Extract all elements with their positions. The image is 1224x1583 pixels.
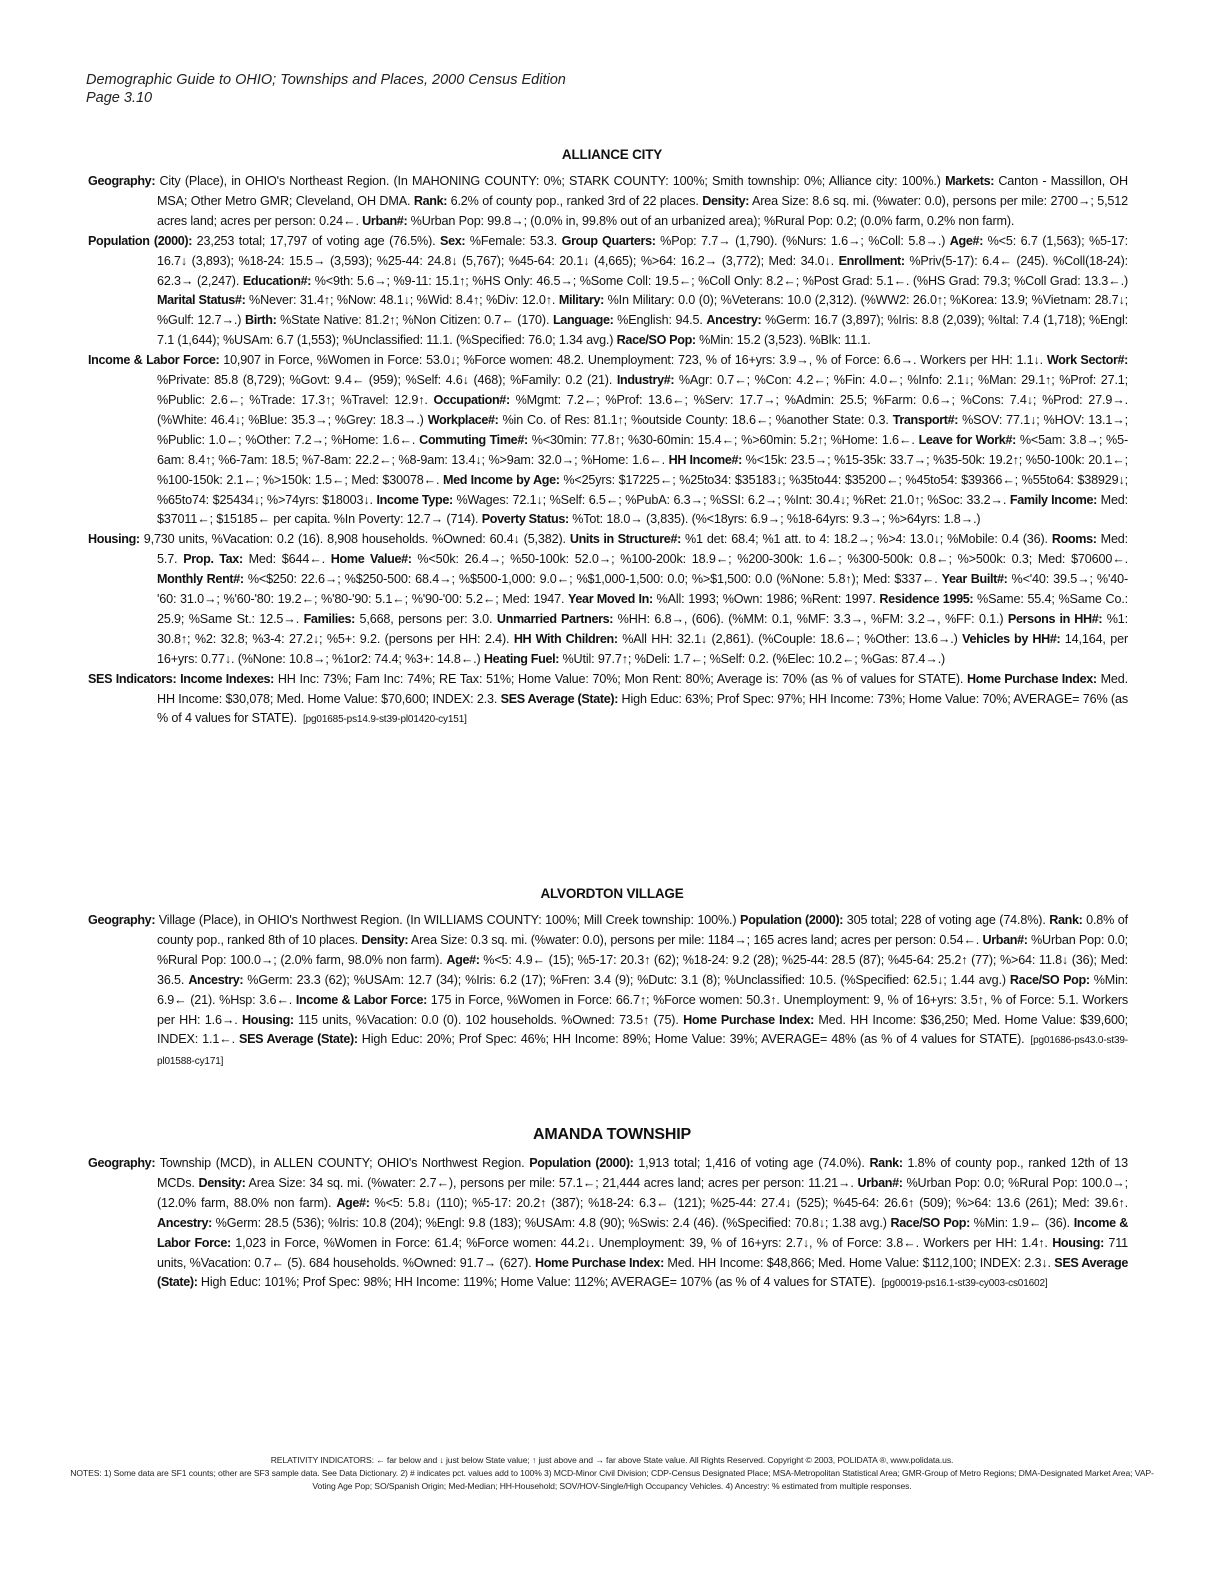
field-label: SES Average (State): — [239, 1032, 358, 1047]
field-label: Population (2000): — [88, 233, 193, 248]
field-label: Med Income by Age: — [443, 472, 560, 487]
field-label: Ancestry: — [188, 972, 244, 987]
field-value: %All HH: 32.1↓ (2,861). (%Couple: 18.6←; %Other: 13.6→.) — [617, 631, 963, 646]
field-value: %Private: 85.8 (8,729); %Govt: 9.4← (959); %Self: 4.6↓ (468); %Family: 0.2 (21). — [157, 373, 617, 388]
field-label: SES Average (State): — [157, 1255, 1129, 1290]
field-label: Rank: — [413, 193, 448, 208]
field-value: %Mgmt: 7.2←; %Prof: 13.6←; %Serv: 17.7→; %Admin: 25.5; %Farm: 0.6→; %Cons: 7.4↓; %Prod: 27.9→. (%White: 46.4↓; %Blue: 35.3→; %Grey: 18.3→.) — [157, 392, 1128, 427]
field-label: Ancestry: — [157, 1215, 212, 1230]
field-value: High Educ: 63%; Prof Spec: 97%; HH Income: 73%; Home Value: 70%; AVERAGE= 76% (as % of 4 values for STATE). — [157, 691, 1128, 726]
field-value: %<$250: 22.6→; %$250-500: 68.4→; %$500-1,000: 9.0←; %$1,000-1,500: 0.0; %>$1,500: 0.0 (%None: 5.8↑); Med: $337←. — [243, 572, 942, 587]
field-label: Year Built#: — [941, 572, 1008, 587]
field-label: Age#: — [336, 1195, 370, 1210]
field-value: 175 in Force, %Women in Force: 66.7↑; %Force women: 50.3↑. Unemployment: 9, % of 16+yrs: 3.5↑, % of Force: 5.1. Workers per HH: 1.6→. — [157, 992, 1129, 1027]
field-label: Rank: — [869, 1156, 903, 1170]
field-label: Enrollment: — [838, 253, 905, 268]
field-value: %<15k: 23.5→; %15-35k: 33.7→; %35-50k: 19.2↑; %50-100k: 20.1←; %100-150k: 2.1←; %>150k: 1.5←; Med: $30078←. — [157, 452, 1128, 487]
field-value: 1,023 in Force, %Women in Force: 61.4; %Force women: 44.2↓. Unemployment: 39, % of 16+yrs: 2.7↓, % of Force: 3.8←. Workers per HH: 1.4↑. — [230, 1235, 1053, 1250]
field-label: Marital Status#: — [157, 293, 246, 308]
field-label: Markets: — [945, 174, 995, 188]
field-label: Workplace#: — [427, 412, 499, 427]
field-value: %Pop: 7.7→ (1,790). (%Nurs: 1.6→; %Coll: 5.8→.) — [655, 233, 950, 248]
field-value: %Germ: 28.5 (536); %Iris: 10.8 (204); %Engl: 9.8 (183); %USAm: 4.8 (90); %Swis: 2.4 (46). (%Specified: 70.8↓; 1.38 avg.) — [211, 1215, 891, 1230]
field-label: Birth: — [244, 313, 277, 328]
field-value: %State Native: 81.2↑; %Non Citizen: 0.7← (170). — [276, 313, 553, 328]
field-value: %Urban Pop: 99.8→; (0.0% in, 99.8% out of an urbanized area); %Rural Pop: 0.2; (0.0% farm, 0.2% non farm). — [407, 213, 1015, 228]
field-label: Age#: — [949, 233, 984, 248]
data-paragraph — [0, 172, 1224, 232]
field-value: 305 total; 228 of voting age (74.8%). — [843, 913, 1050, 927]
field-value: %<30min: 77.8↑; %30-60min: 15.4←; %>60min: 5.2↑; %Home: 1.6←. — [527, 432, 919, 447]
field-label: Military: — [558, 293, 604, 308]
data-paragraph — [0, 670, 1224, 731]
notes: NOTES: 1) Some data are SF1 counts; other are SF3 sample data. See Data Dictionary. 2) # indicates pct. values add to 100% 3) MCD-Minor Civil Division; CDP-Census Designated Place; MSA-Metropolitan Statistical Area; GMR-Group of Metro Regions; DMA-Designated Market Area; VAP-Voting Age Pop; SO/Spanish Origin; Med-Median; HH-Household; SOV/HOV-Single/High Occupancy Vehicles. 4) Ancestry: % estimated from multiple responses. — [70, 1468, 1154, 1491]
field-label: Poverty Status: — [481, 512, 569, 527]
field-label: Leave for Work#: — [918, 432, 1016, 447]
field-value: %1: 30.8↑; %2: 32.8; %3-4: 27.2↓; %5+: 9.2. (persons per HH: 2.4). — [157, 611, 1128, 646]
field-label: Income Indexes: — [180, 671, 275, 686]
field-label: Commuting Time#: — [419, 432, 528, 447]
data-paragraph — [0, 351, 1224, 530]
field-label: Housing: — [88, 532, 140, 547]
document-title: Demographic Guide to OHIO; Townships and Places, 2000 Census Edition — [86, 72, 566, 88]
field-label: Density: — [198, 1175, 246, 1190]
field-value: %Min: 1.9← (36). — [969, 1215, 1074, 1230]
field-value: 23,253 total; 17,797 of voting age (76.5%). — [192, 233, 441, 248]
field-label: Geography: — [88, 174, 156, 188]
field-value: Area Size: 8.6 sq. mi. (%water: 0.0), persons per mile: 2700→; 5,512 acres land; acres per person: 0.24←. — [157, 193, 1128, 228]
field-value: 0.8% of county pop., ranked 8th of 10 places. — [157, 913, 1129, 947]
field-label: Transport#: — [892, 412, 959, 427]
field-value: Med: 5.7. — [157, 532, 1129, 567]
field-value: %Min: 15.2 (3,523). %Blk: 11.1. — [695, 333, 871, 348]
field-value: High Educ: 20%; Prof Spec: 46%; HH Income: 89%; Home Value: 39%; AVERAGE= 48% (as % of 4 values for STATE). — [357, 1032, 1025, 1047]
field-label: Urban#: — [857, 1175, 903, 1190]
field-label: Income & Labor Force: — [88, 353, 220, 368]
field-value: %Germ: 23.3 (62); %USAm: 12.7 (34); %Iris: 6.2 (17); %Fren: 3.4 (9); %Dutc: 3.1 (8); %Unclassified: 10.5. (%Specified: 62.5↓; 1.44 avg.) — [243, 972, 1010, 987]
field-value: Area Size: 0.3 sq. mi. (%water: 0.0), persons per mile: 1184→; 165 acres land; acres per person: 0.54←. — [408, 932, 983, 947]
field-value: %Germ: 16.7 (3,897); %Iris: 8.8 (2,039); %Ital: 7.4 (1,718); %Engl: 7.1 (1,644); %USAm: 6.7 (1,553); %Unclassified: 11.1. (%Specified: 76.0; 1.34 avg.) — [157, 313, 1129, 348]
field-label: Rooms: — [1051, 532, 1097, 547]
field-label: SES Average (State): — [500, 691, 619, 706]
field-label: Housing: — [1052, 1235, 1104, 1250]
field-value: %Same: 55.4; %Same Co.: 25.9; %Same St.: 12.5→. — [157, 592, 1129, 626]
relativity-indicators-note: RELATIVITY INDICATORS: ← far below and ↓ just below State value; ↑ just above and → far above State value. All Rights Reserved. Copyright © 2003, POLIDATA ®, www.polidata.us. — [270, 1455, 954, 1465]
field-value: HH Inc: 73%; Fam Inc: 74%; RE Tax: 51%; Home Value: 70%; Mon Rent: 80%; Average is: 70% (as % of values for STATE). — [274, 671, 968, 686]
field-label: Density: — [702, 193, 750, 208]
field-value: %Urban Pop: 0.0; %Rural Pop: 100.0→; (12.0% farm, 88.0% non farm). — [157, 1175, 1128, 1210]
field-value: %Female: 53.3. — [465, 233, 562, 248]
field-label: Units in Structure#: — [569, 532, 681, 547]
field-value: %<50k: 26.4→; %50-100k: 52.0→; %100-200k: 18.9←; %200-300k: 1.6←; %300-500k: 0.8←; %>500k: 0.3; Med: $70600←. — [411, 552, 1128, 567]
field-value: Med. HH Income: $36,250; Med. Home Value: $39,600; INDEX: 1.1←. — [157, 1012, 1129, 1047]
field-label: Race/SO Pop: — [890, 1215, 970, 1230]
field-value: 115 units, %Vacation: 0.0 (0). 102 households. %Owned: 73.5↑ (75). — [293, 1012, 684, 1027]
field-label: Group Quarters: — [561, 233, 656, 248]
field-label: Geography: — [88, 1156, 156, 1170]
section-title: ALLIANCE CITY — [561, 147, 663, 162]
field-label: Geography: — [88, 913, 156, 927]
field-label: Family Income: — [1009, 492, 1097, 507]
field-value: 10,907 in Force, %Women in Force: 53.0↓; %Force women: 48.2. Unemployment: 723, % of 16+yrs: 3.9→, % of Force: 6.6→. Workers per HH: 1.1↓. — [219, 353, 1047, 368]
field-value: City (Place), in OHIO's Northeast Region. (In MAHONING COUNTY: 0%; STARK COUNTY: 100%; Smith township: 0%; Alliance city: 100%.) — [155, 174, 946, 188]
record-reference: [pg01686-ps43.0-st39-pl01588-cy171] — [157, 1035, 1128, 1068]
data-paragraph — [0, 911, 1224, 1072]
field-label: Work Sector#: — [1046, 353, 1128, 368]
field-value: Area Size: 34 sq. mi. (%water: 2.7←), persons per mile: 57.1←; 21,444 acres land; acres per person: 11.21→. — [245, 1175, 858, 1190]
field-value: %In Military: 0.0 (0); %Veterans: 10.0 (2,312). (%WW2: 26.0↑; %Korea: 13.9; %Vietnam: 28.7↓; %Gulf: 12.7→.) — [157, 293, 1128, 328]
field-value: Med. HH Income: $30,078; Med. Home Value: $70,600; INDEX: 2.3. — [157, 671, 1128, 706]
field-label: HH With Children: — [513, 631, 618, 646]
field-value: %Priv(5-17): 6.4← (245). %Coll(18-24): 62.3→ (2,247). — [157, 253, 1128, 288]
section-alvordton-village — [0, 886, 1224, 1072]
field-label: Urban#: — [362, 213, 408, 228]
field-label: Prop. Tax: — [183, 552, 243, 567]
data-paragraph — [0, 1154, 1224, 1294]
field-label: Vehicles by HH#: — [962, 631, 1061, 646]
field-label: Income & Labor Force: — [295, 992, 427, 1007]
field-value: 1,913 total; 1,416 of voting age (74.0%). — [633, 1156, 870, 1170]
field-label: Education#: — [242, 273, 312, 288]
page-header — [86, 71, 566, 107]
field-value: %<'40: 39.5→; %'40-'60: 31.0→; %'60-'80: 19.2←; %'80-'90: 5.1←; %'90-'00: 5.2←; Med: 1947. — [157, 572, 1128, 607]
field-label: Home Purchase Index: — [683, 1012, 814, 1027]
section-amanda-township — [0, 1126, 1224, 1294]
field-label: Rank: — [1049, 913, 1083, 927]
field-label: HH Income#: — [668, 452, 743, 467]
field-label: Residence 1995: — [879, 592, 974, 607]
field-value: Med. HH Income: $48,866; Med. Home Value: $112,100; INDEX: 2.3↓. — [663, 1255, 1055, 1270]
record-reference: [pg01685-ps14.9-st39-pl01420-cy151] — [302, 714, 467, 726]
field-value: 5,668, persons per: 3.0. — [355, 611, 497, 626]
field-value: %English: 94.5. — [613, 313, 707, 328]
field-value: %1 det: 68.4; %1 att. to 4: 18.2→; %>4: 13.0↓; %Mobile: 0.4 (36). — [680, 532, 1052, 547]
field-label: Income Type: — [376, 492, 453, 507]
field-label: Ancestry: — [706, 313, 762, 328]
field-value: Med: $37011←; $15185← per capita. %In Poverty: 12.7→ (714). — [157, 492, 1128, 527]
field-value: 9,730 units, %Vacation: 0.2 (16). 8,908 households. %Owned: 60.4↓ (5,382). — [139, 532, 570, 547]
field-label: Industry#: — [616, 373, 675, 388]
field-label: Unmarried Partners: — [496, 611, 614, 626]
field-label: Families: — [303, 611, 356, 626]
field-label: Persons in HH#: — [1007, 611, 1103, 626]
field-label: Race/SO Pop: — [616, 333, 696, 348]
field-label: Income & Labor Force: — [157, 1215, 1128, 1250]
field-label: Occupation#: — [433, 392, 510, 407]
field-value: %Min: 6.9← (21). %Hsp: 3.6←. — [157, 972, 1128, 1007]
field-value: 711 units, %Vacation: 0.7← (5). 684 households. %Owned: 91.7→ (627). — [157, 1235, 1128, 1270]
section-alliance-city — [0, 147, 1224, 730]
page-footer — [60, 1454, 1164, 1493]
field-value: %Util: 97.7↑; %Deli: 1.7←; %Self: 0.2. (%Elec: 10.2←; %Gas: 87.4→.) — [559, 651, 946, 666]
field-label: Age#: — [446, 952, 480, 967]
field-value: Med: $644←. — [242, 552, 331, 567]
section-title: AMANDA TOWNSHIP — [533, 1126, 691, 1143]
field-value: %Agr: 0.7←; %Con: 4.2←; %Fin: 4.0←; %Info: 2.1↓; %Man: 29.1↑; %Prof: 27.1; %Public: 2.6←; %Trade: 17.3↑; %Travel: 12.9↑. — [157, 373, 1128, 407]
field-value: Village (Place), in OHIO's Northwest Region. (In WILLIAMS COUNTY: 100%; Mill Creek township: 100%.) — [155, 913, 741, 927]
field-label: Home Value#: — [330, 552, 412, 567]
field-label: Monthly Rent#: — [157, 572, 244, 587]
field-value: %<9th: 5.6→; %9-11: 15.1↑; %HS Only: 46.5→; %Some Coll: 19.5←; %Coll Only: 8.2←; %Post Grad: 5.1←. (%HS Grad: 79.3; %Coll Grad: 13.3←.) — [311, 273, 1128, 288]
section-title: ALVORDTON VILLAGE — [540, 886, 684, 901]
field-value: %in Co. of Res: 81.1↑; %outside County: 18.6←; %another State: 0.3. — [498, 412, 893, 427]
page-number: Page 3.10 — [86, 90, 153, 106]
data-paragraph — [0, 530, 1224, 669]
field-value: Township (MCD), in ALLEN COUNTY; OHIO's Northwest Region. — [155, 1156, 530, 1170]
field-label: Race/SO Pop: — [1009, 972, 1090, 987]
field-value: %<5: 4.9← (15); %5-17: 20.3↑ (62); %18-24: 9.2 (28); %25-44: 28.5 (87); %45-64: 25.2↑ (77); %>64: 11.8↓ (36); Med: 36.5. — [157, 952, 1128, 987]
field-label: Home Purchase Index: — [967, 671, 1097, 686]
field-value: %SOV: 77.1↓; %HOV: 13.1→; %Public: 1.0←; %Other: 7.2→; %Home: 1.6←. — [157, 412, 1128, 447]
field-value: %Tot: 18.0→ (3,835). (%<18yrs: 6.9→; %18-64yrs: 9.3→; %>64yrs: 1.8→.) — [568, 512, 981, 527]
field-value: %<5am: 3.8→; %5-6am: 8.4↑; %6-7am: 18.5; %7-8am: 22.2←; %8-9am: 13.4↓; %>9am: 32.0→; %Home: 1.6←. — [157, 432, 1128, 467]
field-label: Population (2000): — [740, 913, 844, 927]
field-label: Heating Fuel: — [483, 651, 560, 666]
field-value: %Never: 31.4↑; %Now: 48.1↓; %Wid: 8.4↑; %Div: 12.0↑. — [245, 293, 559, 308]
field-label: Language: — [552, 313, 614, 328]
field-value: %<5: 6.7 (1,563); %5-17: 16.7↓ (3,893); %18-24: 15.5→ (3,593); %25-44: 24.8↓ (5,767); %45-64: 20.1↓ (4,665); %>64: 16.2→ (3,772); Med: 34.0↓. — [157, 233, 1128, 268]
field-label: Housing: — [242, 1012, 294, 1027]
field-value: 1.8% of county pop., ranked 12th of 13 MCDs. — [157, 1156, 1128, 1190]
field-label: Density: — [361, 932, 409, 947]
field-label: SES Indicators: — [88, 671, 177, 686]
field-label: Urban#: — [982, 932, 1028, 947]
field-label: Home Purchase Index: — [534, 1255, 664, 1270]
field-value: %HH: 6.8→, (606). (%MM: 0.1, %MF: 3.3→, %FM: 3.2→, %FF: 0.1.) — [613, 611, 1008, 626]
field-value: 14,164, per 16+yrs: 0.77↓. (%None: 10.8→; %1or2: 74.4; %3+: 14.8←.) — [157, 631, 1128, 666]
field-value: %Wages: 72.1↓; %Self: 6.5←; %PubA: 6.3→; %SSI: 6.2→; %Int: 30.4↓; %Ret: 21.0↑; %Soc: 33.2→. — [452, 492, 1010, 507]
field-label: Population (2000): — [529, 1156, 634, 1170]
data-paragraph — [0, 232, 1224, 351]
field-value: Canton - Massillon, OH MSA; Other Metro GMR; Cleveland, OH DMA. — [157, 174, 1128, 208]
field-value: 6.2% of county pop., ranked 3rd of 22 places. — [447, 193, 703, 208]
field-value: %Urban Pop: 0.0; %Rural Pop: 100.0→; (2.0% farm, 98.0% non farm). — [157, 932, 1128, 967]
field-value: %All: 1993; %Own: 1986; %Rent: 1997. — [652, 592, 880, 607]
field-value: %<5: 5.8↓ (110); %5-17: 20.2↑ (387); %18-24: 6.3← (121); %25-44: 27.4↓ (525); %45-64: 26.6↑ (509); %>64: 13.6 (261); Med: 39.6↑. — [369, 1195, 1128, 1210]
field-label: Year Moved In: — [568, 592, 653, 607]
field-value: High Educ: 101%; Prof Spec: 98%; HH Income: 119%; Home Value: 112%; AVERAGE= 107% (as % of 4 values for STATE). — [197, 1275, 876, 1290]
field-value: %<25yrs: $17225←; %25to34: $35183↓; %35to44: $35200←; %45to54: $39366←; %55to64: $38929↓; %65to74: $25434↓; %>74yrs: $18003↓. — [157, 472, 1128, 507]
record-reference: [pg00019-ps16.1-st39-cy003-cs01602] — [881, 1278, 1048, 1290]
field-label: Sex: — [440, 233, 466, 248]
